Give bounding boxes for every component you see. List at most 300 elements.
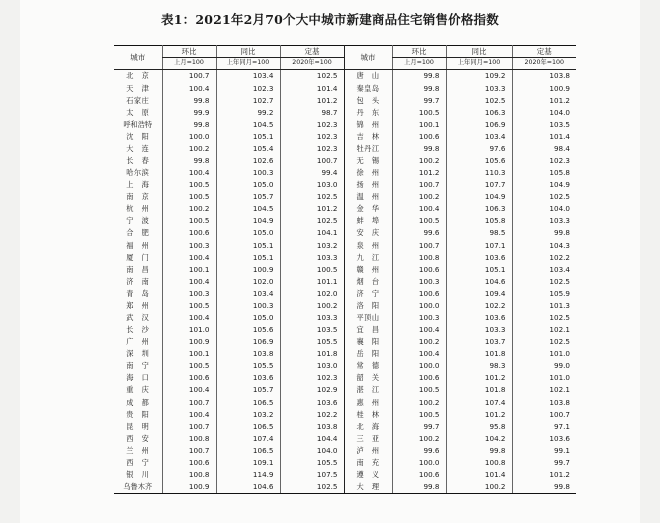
yoy-value-right: 100.2 — [446, 481, 512, 494]
header-base-right: 定基 — [512, 46, 576, 58]
base-value-left: 104.1 — [280, 227, 344, 239]
yoy-value-left: 105.5 — [216, 360, 280, 372]
base-value-left: 107.5 — [280, 469, 344, 481]
mom-value-left: 100.1 — [162, 263, 216, 275]
city-name-left: 天 津 — [126, 83, 150, 93]
yoy-value-left: 105.7 — [216, 384, 280, 396]
table-row — [114, 287, 576, 299]
table-row — [114, 227, 576, 239]
yoy-value-right: 107.4 — [446, 396, 512, 408]
mom-value-left: 100.3 — [162, 239, 216, 251]
mom-value-right: 99.8 — [392, 142, 446, 154]
mom-value-right: 100.0 — [392, 299, 446, 311]
mom-value-left: 100.5 — [162, 191, 216, 203]
table-row — [114, 481, 576, 494]
base-value-right: 99.0 — [512, 360, 576, 372]
yoy-value-left: 107.4 — [216, 432, 280, 444]
yoy-value-right: 105.6 — [446, 155, 512, 167]
table-row — [114, 372, 576, 384]
city-name-right: 蚌 埠 — [344, 215, 392, 227]
city-name-right: 平顶山 — [344, 312, 392, 324]
yoy-value-left: 105.0 — [216, 227, 280, 239]
mom-value-left: 100.9 — [162, 481, 216, 494]
base-value-right: 97.1 — [512, 420, 576, 432]
mom-value-right: 100.6 — [392, 469, 446, 481]
mom-value-right: 100.7 — [392, 179, 446, 191]
city-name-right: 济 宁 — [344, 287, 392, 299]
city-name-left: 西 安 — [126, 433, 150, 443]
mom-value-right: 99.7 — [392, 94, 446, 106]
base-value-right: 101.0 — [512, 348, 576, 360]
city-name-right: 湛 江 — [344, 384, 392, 396]
table-row — [114, 384, 576, 396]
base-value-left: 101.2 — [280, 94, 344, 106]
yoy-value-right: 107.1 — [446, 239, 512, 251]
city-name-right: 韶 关 — [344, 372, 392, 384]
header-city-left: 城市 — [114, 46, 162, 70]
base-value-left: 100.5 — [280, 263, 344, 275]
yoy-value-right: 102.5 — [446, 94, 512, 106]
yoy-value-left: 102.3 — [216, 82, 280, 94]
yoy-value-right: 99.8 — [446, 444, 512, 456]
mom-value-right: 100.4 — [392, 324, 446, 336]
city-name-left: 南 京 — [126, 192, 150, 202]
base-value-left: 103.6 — [280, 396, 344, 408]
base-value-right: 105.8 — [512, 167, 576, 179]
yoy-value-left: 104.9 — [216, 215, 280, 227]
city-name-right: 无 锡 — [344, 155, 392, 167]
city-name-left: 重 庆 — [126, 385, 150, 395]
yoy-value-left: 104.5 — [216, 203, 280, 215]
base-value-right: 102.3 — [512, 155, 576, 167]
base-value-right: 101.3 — [512, 299, 576, 311]
base-value-right: 98.4 — [512, 142, 576, 154]
yoy-value-right: 101.8 — [446, 348, 512, 360]
header-mom-base-right: 上月=100 — [392, 58, 446, 70]
base-value-right: 99.7 — [512, 457, 576, 469]
city-name-right: 金 华 — [344, 203, 392, 215]
city-name-right: 丹 东 — [344, 106, 392, 118]
yoy-value-left: 103.4 — [216, 70, 280, 83]
base-value-right: 102.5 — [512, 336, 576, 348]
mom-value-left: 100.2 — [162, 203, 216, 215]
base-value-left: 100.7 — [280, 155, 344, 167]
table-row — [114, 396, 576, 408]
mom-value-left: 100.6 — [162, 457, 216, 469]
mom-value-left: 99.9 — [162, 106, 216, 118]
mom-value-left: 100.0 — [162, 130, 216, 142]
table-row — [114, 336, 576, 348]
mom-value-left: 100.7 — [162, 420, 216, 432]
base-value-right: 102.5 — [512, 275, 576, 287]
mom-value-left: 99.8 — [162, 118, 216, 130]
city-name-left: 南 宁 — [126, 361, 150, 371]
header-yoy-base-right: 上年同月=100 — [446, 58, 512, 70]
city-name-right: 赣 州 — [344, 263, 392, 275]
header-base-base-right: 2020年=100 — [512, 58, 576, 70]
yoy-value-left: 106.5 — [216, 396, 280, 408]
city-name-left: 宁 波 — [126, 216, 150, 226]
base-value-left: 99.4 — [280, 167, 344, 179]
mom-value-right: 99.6 — [392, 444, 446, 456]
mom-value-left: 100.7 — [162, 444, 216, 456]
mom-value-right: 100.2 — [392, 336, 446, 348]
mom-value-right: 99.8 — [392, 70, 446, 83]
mom-value-left: 100.6 — [162, 227, 216, 239]
header-mom-base-left: 上月=100 — [162, 58, 216, 70]
city-name-right: 洛 阳 — [344, 299, 392, 311]
mom-value-left: 100.5 — [162, 360, 216, 372]
base-value-right: 103.3 — [512, 215, 576, 227]
yoy-value-left: 102.0 — [216, 275, 280, 287]
mom-value-right: 100.5 — [392, 106, 446, 118]
base-value-right: 104.0 — [512, 106, 576, 118]
table-row — [114, 263, 576, 275]
table-row — [114, 299, 576, 311]
city-name-left: 太 原 — [126, 107, 150, 117]
mom-value-left: 100.7 — [162, 396, 216, 408]
base-value-right: 100.9 — [512, 82, 576, 94]
mom-value-left: 100.5 — [162, 179, 216, 191]
yoy-value-right: 109.4 — [446, 287, 512, 299]
yoy-value-left: 105.6 — [216, 324, 280, 336]
mom-value-left: 100.1 — [162, 348, 216, 360]
yoy-value-left: 105.7 — [216, 191, 280, 203]
header-yoy-right: 同比 — [446, 46, 512, 58]
base-value-left: 101.8 — [280, 348, 344, 360]
city-name-right: 桂 林 — [344, 408, 392, 420]
base-value-left: 101.1 — [280, 275, 344, 287]
city-name-right: 烟 台 — [344, 275, 392, 287]
base-value-right: 103.8 — [512, 396, 576, 408]
header-yoy-base-left: 上年同月=100 — [216, 58, 280, 70]
yoy-value-left: 105.0 — [216, 312, 280, 324]
table-row — [114, 106, 576, 118]
mom-value-left: 100.5 — [162, 215, 216, 227]
yoy-value-right: 103.7 — [446, 336, 512, 348]
city-name-right: 徐 州 — [344, 167, 392, 179]
city-name-right: 大 理 — [344, 481, 392, 494]
yoy-value-left: 105.1 — [216, 239, 280, 251]
base-value-right: 99.8 — [512, 481, 576, 494]
mom-value-left: 100.6 — [162, 372, 216, 384]
document-page — [20, 0, 640, 523]
city-name-left: 沈 阳 — [126, 131, 150, 141]
city-name-right: 秦皇岛 — [344, 82, 392, 94]
table-row — [114, 82, 576, 94]
yoy-value-left: 105.0 — [216, 179, 280, 191]
base-value-left: 101.2 — [280, 203, 344, 215]
mom-value-right: 99.8 — [392, 82, 446, 94]
city-name-right: 九 江 — [344, 251, 392, 263]
base-value-right: 101.0 — [512, 372, 576, 384]
city-name-left: 西 宁 — [126, 457, 150, 467]
city-name-left: 北 京 — [114, 70, 162, 83]
base-value-right: 104.0 — [512, 203, 576, 215]
mom-value-right: 99.8 — [392, 481, 446, 494]
header-yoy-left: 同比 — [216, 46, 280, 58]
yoy-value-right: 106.9 — [446, 118, 512, 130]
city-name-left: 昆 明 — [126, 421, 150, 431]
city-name-left: 广 州 — [126, 337, 150, 347]
table-row — [114, 360, 576, 372]
yoy-value-right: 101.8 — [446, 384, 512, 396]
base-value-right: 102.5 — [512, 191, 576, 203]
city-name-right: 岳 阳 — [344, 348, 392, 360]
base-value-right: 104.3 — [512, 239, 576, 251]
base-value-left: 101.4 — [280, 82, 344, 94]
table-row — [114, 312, 576, 324]
yoy-value-right: 100.8 — [446, 457, 512, 469]
mom-value-left: 100.8 — [162, 469, 216, 481]
mom-value-left: 100.5 — [162, 299, 216, 311]
base-value-left: 103.8 — [280, 420, 344, 432]
header-base-left: 定基 — [280, 46, 344, 58]
mom-value-right: 100.6 — [392, 372, 446, 384]
city-name-right: 泸 州 — [344, 444, 392, 456]
city-name-left: 呼和浩特 — [123, 119, 153, 129]
yoy-value-left: 103.8 — [216, 348, 280, 360]
table-row — [114, 251, 576, 263]
mom-value-right: 99.6 — [392, 227, 446, 239]
yoy-value-right: 95.8 — [446, 420, 512, 432]
base-value-right: 103.8 — [512, 70, 576, 83]
table-row — [114, 457, 576, 469]
mom-value-left: 100.4 — [162, 251, 216, 263]
city-name-left: 兰 州 — [126, 445, 150, 455]
city-name-left: 长 沙 — [126, 325, 150, 335]
yoy-value-left: 100.9 — [216, 263, 280, 275]
yoy-value-left: 103.4 — [216, 287, 280, 299]
base-value-right: 102.1 — [512, 384, 576, 396]
yoy-value-left: 104.5 — [216, 118, 280, 130]
yoy-value-left: 102.6 — [216, 155, 280, 167]
yoy-value-right: 105.8 — [446, 215, 512, 227]
yoy-value-left: 105.4 — [216, 142, 280, 154]
base-value-right: 102.1 — [512, 324, 576, 336]
table-row — [114, 70, 576, 83]
mom-value-right: 100.5 — [392, 215, 446, 227]
mom-value-right: 100.5 — [392, 408, 446, 420]
city-name-left: 成 都 — [126, 397, 150, 407]
table-row — [114, 324, 576, 336]
mom-value-left: 100.7 — [162, 70, 216, 83]
mom-value-left: 100.4 — [162, 408, 216, 420]
table-row — [114, 215, 576, 227]
base-value-left: 103.0 — [280, 179, 344, 191]
city-name-right: 泉 州 — [344, 239, 392, 251]
yoy-value-right: 103.3 — [446, 82, 512, 94]
yoy-value-left: 104.6 — [216, 481, 280, 494]
mom-value-right: 100.8 — [392, 251, 446, 263]
city-name-left: 南 昌 — [126, 264, 150, 274]
yoy-value-right: 104.9 — [446, 191, 512, 203]
yoy-value-right: 106.3 — [446, 106, 512, 118]
base-value-left: 104.4 — [280, 432, 344, 444]
mom-value-left: 100.4 — [162, 275, 216, 287]
yoy-value-left: 100.3 — [216, 299, 280, 311]
base-value-right: 99.1 — [512, 444, 576, 456]
base-value-left: 100.2 — [280, 299, 344, 311]
city-name-left: 哈尔滨 — [126, 168, 150, 178]
city-name-left: 杭 州 — [126, 204, 150, 214]
mom-value-right: 100.2 — [392, 155, 446, 167]
mom-value-left: 100.4 — [162, 167, 216, 179]
yoy-value-left: 105.1 — [216, 130, 280, 142]
mom-value-left: 99.8 — [162, 94, 216, 106]
mom-value-right: 100.2 — [392, 396, 446, 408]
base-value-left: 102.5 — [280, 191, 344, 203]
table-row — [114, 155, 576, 167]
mom-value-left: 100.4 — [162, 384, 216, 396]
mom-value-right: 100.0 — [392, 457, 446, 469]
table-row — [114, 179, 576, 191]
city-name-right: 襄 阳 — [344, 336, 392, 348]
base-value-left: 102.3 — [280, 142, 344, 154]
yoy-value-left: 102.7 — [216, 94, 280, 106]
yoy-value-left: 109.1 — [216, 457, 280, 469]
mom-value-left: 100.2 — [162, 142, 216, 154]
base-value-right: 99.8 — [512, 227, 576, 239]
base-value-left: 103.5 — [280, 324, 344, 336]
header-mom-left: 环比 — [162, 46, 216, 58]
city-name-left: 大 连 — [126, 143, 150, 153]
yoy-value-right: 103.6 — [446, 312, 512, 324]
base-value-left: 102.9 — [280, 384, 344, 396]
base-value-right: 101.2 — [512, 469, 576, 481]
mom-value-right: 100.5 — [392, 384, 446, 396]
yoy-value-right: 104.2 — [446, 432, 512, 444]
city-name-left: 福 州 — [126, 240, 150, 250]
yoy-value-right: 101.2 — [446, 372, 512, 384]
yoy-value-right: 107.7 — [446, 179, 512, 191]
mom-value-right: 100.4 — [392, 348, 446, 360]
table-row — [114, 130, 576, 142]
city-name-right: 唐 山 — [344, 70, 392, 83]
city-name-left: 郑 州 — [126, 300, 150, 310]
city-name-right: 牡丹江 — [344, 142, 392, 154]
city-name-left: 合 肥 — [126, 228, 150, 238]
base-value-left: 102.3 — [280, 372, 344, 384]
base-value-left: 102.5 — [280, 215, 344, 227]
table-row — [114, 118, 576, 130]
mom-value-right: 100.6 — [392, 263, 446, 275]
table-row — [114, 191, 576, 203]
mom-value-left: 99.8 — [162, 155, 216, 167]
yoy-value-left: 114.9 — [216, 469, 280, 481]
yoy-value-left: 100.3 — [216, 167, 280, 179]
yoy-value-right: 101.2 — [446, 408, 512, 420]
table-row — [114, 348, 576, 360]
city-name-left: 济 南 — [126, 276, 150, 286]
table-row — [114, 142, 576, 154]
base-value-left: 98.7 — [280, 106, 344, 118]
base-value-right: 101.2 — [512, 94, 576, 106]
mom-value-right: 100.4 — [392, 203, 446, 215]
base-value-right: 102.2 — [512, 251, 576, 263]
yoy-value-right: 98.5 — [446, 227, 512, 239]
base-value-right: 103.4 — [512, 263, 576, 275]
table-row — [114, 444, 576, 456]
header-mom-right: 环比 — [392, 46, 446, 58]
mom-value-right: 100.1 — [392, 118, 446, 130]
table-row — [114, 167, 576, 179]
base-value-left: 103.0 — [280, 360, 344, 372]
yoy-value-right: 102.2 — [446, 299, 512, 311]
mom-value-right: 100.7 — [392, 239, 446, 251]
city-name-left: 武 汉 — [126, 313, 150, 322]
base-value-left: 102.3 — [280, 130, 344, 142]
yoy-value-left: 106.5 — [216, 420, 280, 432]
yoy-value-right: 106.3 — [446, 203, 512, 215]
header-base-base-left: 2020年=100 — [280, 58, 344, 70]
table-row — [114, 408, 576, 420]
city-name-right: 遵 义 — [344, 469, 392, 481]
table-row — [114, 469, 576, 481]
city-name-right: 南 充 — [344, 457, 392, 469]
base-value-left: 103.3 — [280, 312, 344, 324]
header-city-right: 城市 — [344, 46, 392, 70]
base-value-left: 102.3 — [280, 118, 344, 130]
city-name-right: 温 州 — [344, 191, 392, 203]
city-name-right: 惠 州 — [344, 396, 392, 408]
city-name-left: 银 川 — [126, 470, 150, 480]
mom-value-right: 100.3 — [392, 275, 446, 287]
base-value-left: 105.5 — [280, 336, 344, 348]
mom-value-right: 100.0 — [392, 360, 446, 372]
yoy-value-right: 103.3 — [446, 324, 512, 336]
mom-value-right: 100.6 — [392, 287, 446, 299]
table-row — [114, 432, 576, 444]
mom-value-right: 101.2 — [392, 167, 446, 179]
base-value-left: 103.3 — [280, 251, 344, 263]
yoy-value-right: 105.1 — [446, 263, 512, 275]
city-name-right: 锦 州 — [344, 118, 392, 130]
mom-value-right: 100.6 — [392, 130, 446, 142]
table-row — [114, 203, 576, 215]
base-value-left: 104.0 — [280, 444, 344, 456]
city-name-left: 青 岛 — [126, 288, 150, 298]
table-body — [114, 70, 576, 494]
city-name-right: 北 海 — [344, 420, 392, 432]
yoy-value-left: 103.2 — [216, 408, 280, 420]
yoy-value-left: 105.1 — [216, 251, 280, 263]
mom-value-left: 100.8 — [162, 432, 216, 444]
mom-value-right: 100.2 — [392, 432, 446, 444]
mom-value-left: 101.0 — [162, 324, 216, 336]
yoy-value-right: 103.6 — [446, 251, 512, 263]
base-value-left: 102.5 — [280, 481, 344, 494]
base-value-right: 102.5 — [512, 312, 576, 324]
base-value-left: 102.2 — [280, 408, 344, 420]
city-name-left: 厦 门 — [126, 252, 150, 262]
base-value-right: 101.4 — [512, 130, 576, 142]
yoy-value-right: 97.6 — [446, 142, 512, 154]
yoy-value-right: 104.6 — [446, 275, 512, 287]
table-row — [114, 420, 576, 432]
city-name-left: 海 口 — [126, 373, 150, 383]
city-name-right: 三 亚 — [344, 432, 392, 444]
yoy-value-right: 101.4 — [446, 469, 512, 481]
table-row — [114, 239, 576, 251]
yoy-value-right: 110.3 — [446, 167, 512, 179]
price-index-table — [114, 45, 576, 494]
base-value-left: 102.5 — [280, 70, 344, 83]
table-row — [114, 275, 576, 287]
city-name-left: 乌鲁木齐 — [114, 481, 162, 494]
yoy-value-left: 103.6 — [216, 372, 280, 384]
city-name-left: 石家庄 — [126, 95, 150, 105]
